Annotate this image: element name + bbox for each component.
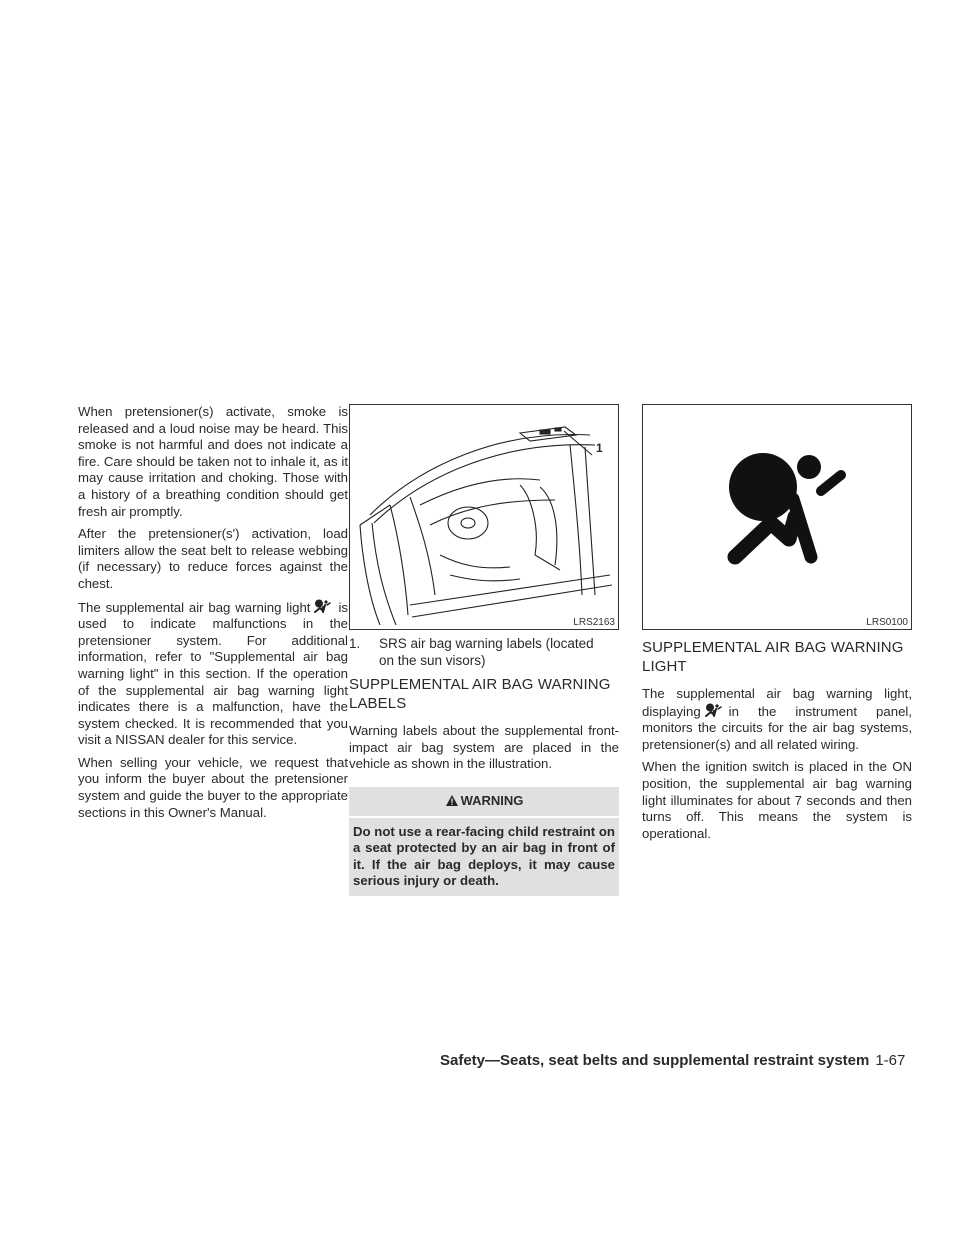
warning-triangle-icon [445, 794, 459, 807]
car-interior-illustration [350, 405, 618, 629]
figure-car-interior [349, 404, 619, 630]
column-left [78, 404, 348, 827]
paragraph-light-monitors-start: The supplemental air bag warning light, displaying [642, 686, 912, 719]
paragraph-load-limiters: After the pretensioner(s') activation, load limiters allow the seat belt to release webbing (if necessary) to reduce forces against the chest. [78, 526, 348, 591]
paragraph-warning-labels: Warning labels about the supplemental front-impact air bag system are placed in the vehicle as shown in the illustration. [349, 723, 619, 772]
airbag-warning-icon [312, 599, 334, 613]
paragraph-warning-light-start: The supplemental air bag warning light [78, 599, 311, 615]
figure-callout-1: 1 [596, 441, 603, 455]
caption-number: 1. [349, 636, 361, 651]
caption-line-1: SRS air bag warning labels (located [379, 636, 594, 651]
page-footer [440, 1052, 905, 1069]
warning-text: Do not use a rear-facing child restraint on a seat protected by an air bag in front of it. If the air bag deploys, it may cause serious injury or death. [353, 823, 615, 889]
footer-chapter-title: Safety—Seats, seat belts and supplemental restraint system [440, 1052, 870, 1069]
figure-airbag-symbol [642, 404, 912, 630]
paragraph-light-monitors [642, 686, 912, 753]
paragraph-warning-light [78, 599, 348, 749]
warning-header [353, 793, 615, 808]
paragraph-selling: When selling your vehicle, we request that you inform the buyer about the pretensioner system and guide the buyer to the appropriate sections in this Owner's Manual. [78, 754, 348, 820]
paragraph-light-monitors-end: in the instrument panel, monitors the circuits for the air bag systems, pretensioner(s) and all related wiring. [642, 703, 912, 752]
airbag-warning-icon-inline [703, 703, 725, 717]
figure-id-lrs2163: LRS2163 [573, 617, 615, 628]
warning-divider [349, 816, 619, 818]
airbag-symbol-illustration [643, 405, 911, 629]
warning-box [349, 787, 619, 896]
heading-air-bag-warning-light: SUPPLEMENTAL AIR BAG WARNING LIGHT [642, 639, 904, 675]
column-middle [349, 404, 619, 896]
paragraph-smoke: When pretensioner(s) activate, smoke is released and a loud noise may be heard. This smoke is not harmful and does not indicate a fire. Care should be taken not to inhale it, as it may cause irritation and choking. Those with a history of a breathing condition should get fresh air promptly. [78, 404, 348, 519]
caption-line-2: on the sun visors) [379, 652, 486, 668]
paragraph-warning-light-end: is used to indicate malfunctions in the pretensioner system. For additional information, refer to "Supplemental air bag warning light" in this section. If the operation of the supplemental air bag warning light indicates there is a malfunction, have the system checked. It is recommended that you visit a NISSAN dealer for this service. [78, 599, 348, 748]
warning-title: WARNING [460, 792, 524, 808]
figure-caption [349, 636, 619, 669]
heading-air-bag-warning-labels: SUPPLEMENTAL AIR BAG WARNING LABELS [349, 676, 611, 713]
figure-id-lrs0100: LRS0100 [866, 617, 908, 628]
paragraph-ignition: When the ignition switch is placed in the ON position, the supplemental air bag warning light illuminates for about 7 seconds and then turns off. This means the system is operational. [642, 759, 912, 841]
column-right [642, 404, 912, 848]
footer-page-number: 1-67 [875, 1052, 906, 1069]
